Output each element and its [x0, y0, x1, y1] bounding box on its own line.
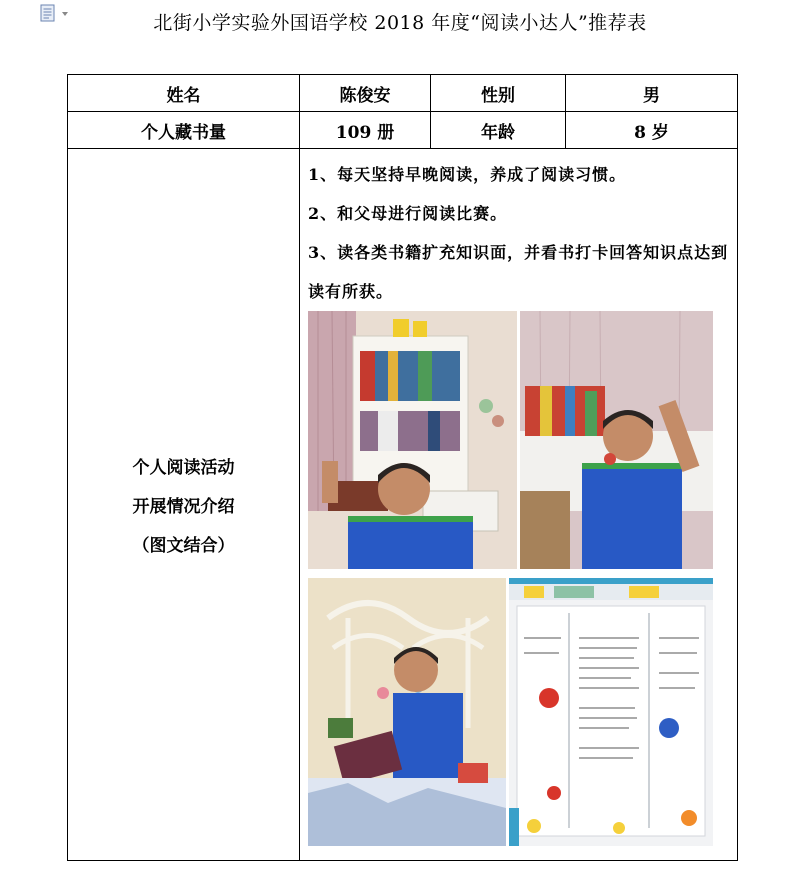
activity-label-line2: 开展情况介绍: [132, 497, 235, 517]
photo-reading-in-bed: [308, 578, 506, 846]
activity-label-line1: 个人阅读活动: [132, 458, 235, 478]
name-label: 姓名: [68, 75, 300, 112]
activity-content: [300, 149, 738, 861]
activity-item-1: 1、每天坚持早晚阅读，养成了阅读习惯。: [308, 165, 627, 184]
activity-items: [300, 149, 737, 311]
name-value: 陈俊安: [300, 75, 431, 112]
activity-item-2: 2、和父母进行阅读比赛。: [308, 204, 508, 223]
row-name-gender: [68, 75, 738, 112]
photo-bookshelf: [308, 311, 517, 569]
age-value: 8 岁: [566, 112, 738, 149]
photo-reading-log-poster: [509, 578, 713, 846]
photo-desk: [520, 311, 713, 569]
row-activity: [68, 149, 738, 861]
activity-item-3: 3、读各类书籍扩充知识面，并看书打卡回答知识点达到读有所获。: [308, 243, 729, 301]
activity-label-line3: （图文结合）: [132, 536, 235, 556]
recommendation-form: [67, 74, 738, 861]
age-label: 年龄: [431, 112, 566, 149]
activity-label: [68, 149, 300, 861]
photo-collage: [300, 311, 737, 851]
row-books-age: [68, 112, 738, 149]
gender-label: 性别: [431, 75, 566, 112]
page-title: 北街小学实验外国语学校 2018 年度“阅读小达人”推荐表: [153, 12, 647, 34]
books-value: 109 册: [300, 112, 431, 149]
books-label: 个人藏书量: [68, 112, 300, 149]
gender-value: 男: [566, 75, 738, 112]
